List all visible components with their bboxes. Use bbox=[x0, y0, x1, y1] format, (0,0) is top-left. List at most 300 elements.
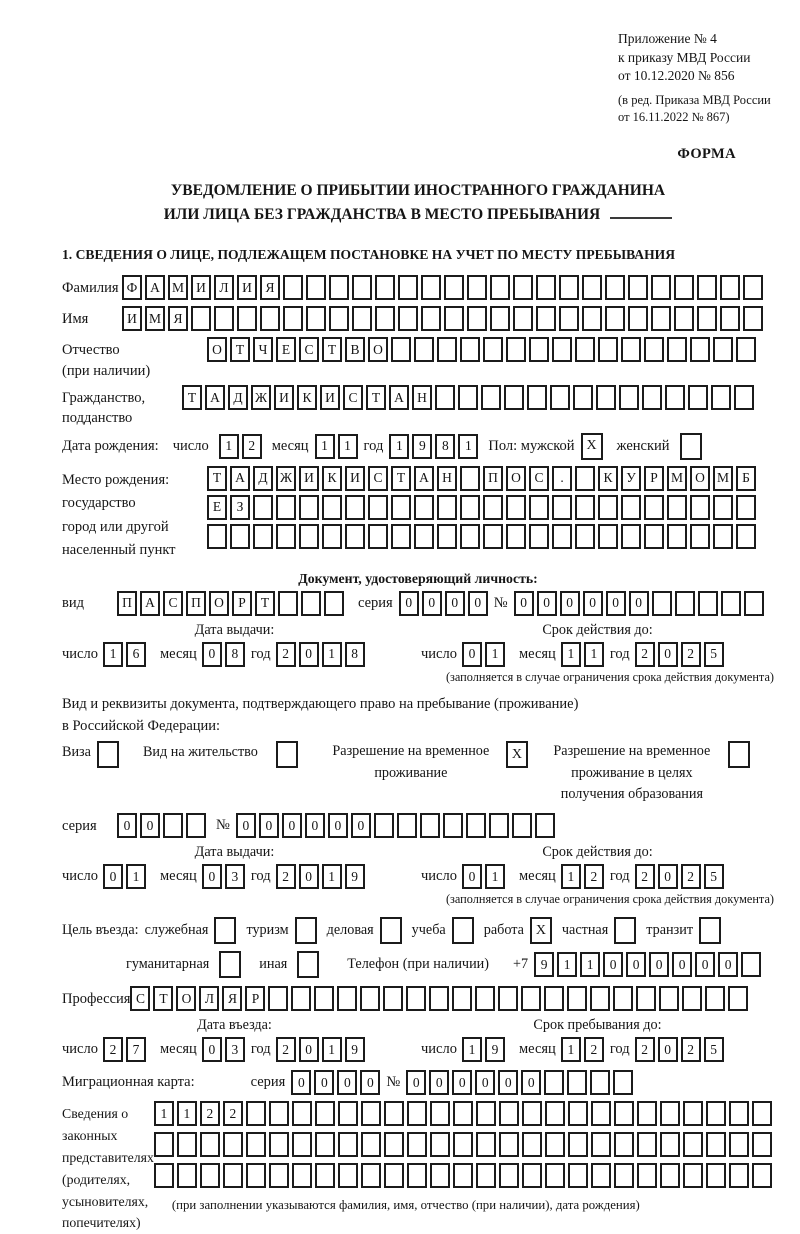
char-cell[interactable] bbox=[521, 986, 541, 1011]
char-cell[interactable] bbox=[713, 337, 733, 362]
char-cell[interactable]: Т bbox=[322, 337, 342, 362]
char-cell[interactable] bbox=[391, 495, 411, 520]
char-cell[interactable]: Т bbox=[391, 466, 411, 491]
char-cell[interactable] bbox=[697, 275, 717, 300]
char-cell[interactable] bbox=[430, 1101, 450, 1126]
char-cell[interactable] bbox=[698, 591, 718, 616]
char-cell[interactable] bbox=[384, 1101, 404, 1126]
char-cell[interactable] bbox=[292, 1132, 312, 1157]
char-cell[interactable] bbox=[253, 495, 273, 520]
temp-residence-edu-checkbox[interactable] bbox=[728, 741, 750, 768]
char-cell[interactable]: М bbox=[145, 306, 165, 331]
char-cell[interactable]: 0 bbox=[445, 591, 465, 616]
char-cell[interactable] bbox=[744, 591, 764, 616]
char-cell[interactable] bbox=[660, 1163, 680, 1188]
char-cell[interactable]: 0 bbox=[328, 813, 348, 838]
char-cell[interactable]: А bbox=[414, 466, 434, 491]
char-cell[interactable]: 2 bbox=[242, 434, 262, 459]
char-cell[interactable] bbox=[467, 275, 487, 300]
char-cell[interactable] bbox=[391, 337, 411, 362]
char-cell[interactable]: П bbox=[483, 466, 503, 491]
char-cell[interactable] bbox=[637, 1132, 657, 1157]
char-cell[interactable] bbox=[743, 306, 763, 331]
char-cell[interactable] bbox=[246, 1132, 266, 1157]
char-cell[interactable]: И bbox=[299, 466, 319, 491]
char-cell[interactable] bbox=[253, 524, 273, 549]
char-cell[interactable] bbox=[329, 275, 349, 300]
char-cell[interactable]: 1 bbox=[103, 642, 123, 667]
char-cell[interactable] bbox=[536, 306, 556, 331]
char-cell[interactable] bbox=[481, 385, 501, 410]
char-cell[interactable] bbox=[575, 337, 595, 362]
visa-checkbox[interactable] bbox=[97, 741, 119, 768]
char-cell[interactable]: Я bbox=[168, 306, 188, 331]
char-cell[interactable]: 0 bbox=[462, 864, 482, 889]
char-cell[interactable]: У bbox=[621, 466, 641, 491]
char-cell[interactable] bbox=[444, 306, 464, 331]
sex-male-checkbox[interactable]: X bbox=[581, 433, 603, 460]
char-cell[interactable]: М bbox=[713, 466, 733, 491]
char-cell[interactable] bbox=[260, 306, 280, 331]
char-cell[interactable] bbox=[368, 524, 388, 549]
char-cell[interactable] bbox=[421, 306, 441, 331]
char-cell[interactable]: С bbox=[163, 591, 183, 616]
char-cell[interactable] bbox=[460, 495, 480, 520]
char-cell[interactable]: 0 bbox=[117, 813, 137, 838]
char-cell[interactable]: 2 bbox=[635, 642, 655, 667]
char-cell[interactable] bbox=[490, 275, 510, 300]
char-cell[interactable]: 3 bbox=[225, 864, 245, 889]
char-cell[interactable] bbox=[736, 524, 756, 549]
char-cell[interactable]: 9 bbox=[534, 952, 554, 977]
char-cell[interactable] bbox=[506, 524, 526, 549]
char-cell[interactable] bbox=[391, 524, 411, 549]
char-cell[interactable]: Р bbox=[644, 466, 664, 491]
char-cell[interactable] bbox=[504, 385, 524, 410]
char-cell[interactable]: Д bbox=[228, 385, 248, 410]
char-cell[interactable] bbox=[590, 1070, 610, 1095]
char-cell[interactable] bbox=[154, 1163, 174, 1188]
char-cell[interactable]: Т bbox=[153, 986, 173, 1011]
char-cell[interactable]: 1 bbox=[485, 642, 505, 667]
purpose-official-checkbox[interactable] bbox=[214, 917, 236, 944]
char-cell[interactable] bbox=[614, 1163, 634, 1188]
char-cell[interactable] bbox=[414, 337, 434, 362]
char-cell[interactable]: А bbox=[230, 466, 250, 491]
char-cell[interactable]: 9 bbox=[345, 864, 365, 889]
char-cell[interactable] bbox=[545, 1132, 565, 1157]
char-cell[interactable] bbox=[430, 1163, 450, 1188]
char-cell[interactable]: Ч bbox=[253, 337, 273, 362]
char-cell[interactable] bbox=[315, 1132, 335, 1157]
char-cell[interactable]: 0 bbox=[603, 952, 623, 977]
char-cell[interactable]: 0 bbox=[291, 1070, 311, 1095]
purpose-other-checkbox[interactable] bbox=[297, 951, 319, 978]
char-cell[interactable]: 2 bbox=[681, 642, 701, 667]
char-cell[interactable] bbox=[568, 1163, 588, 1188]
char-cell[interactable] bbox=[283, 275, 303, 300]
char-cell[interactable]: К bbox=[322, 466, 342, 491]
char-cell[interactable] bbox=[642, 385, 662, 410]
char-cell[interactable]: 2 bbox=[635, 864, 655, 889]
char-cell[interactable] bbox=[552, 524, 572, 549]
char-cell[interactable] bbox=[575, 524, 595, 549]
char-cell[interactable] bbox=[214, 306, 234, 331]
char-cell[interactable]: Н bbox=[412, 385, 432, 410]
char-cell[interactable] bbox=[741, 952, 761, 977]
char-cell[interactable] bbox=[636, 986, 656, 1011]
char-cell[interactable] bbox=[223, 1132, 243, 1157]
char-cell[interactable] bbox=[706, 1101, 726, 1126]
char-cell[interactable] bbox=[322, 524, 342, 549]
char-cell[interactable] bbox=[729, 1163, 749, 1188]
purpose-business-checkbox[interactable] bbox=[380, 917, 402, 944]
char-cell[interactable]: Н bbox=[437, 466, 457, 491]
char-cell[interactable] bbox=[721, 591, 741, 616]
char-cell[interactable] bbox=[614, 1132, 634, 1157]
char-cell[interactable]: 1 bbox=[126, 864, 146, 889]
char-cell[interactable] bbox=[467, 306, 487, 331]
char-cell[interactable] bbox=[466, 813, 486, 838]
char-cell[interactable] bbox=[269, 1101, 289, 1126]
char-cell[interactable] bbox=[619, 385, 639, 410]
char-cell[interactable] bbox=[499, 1132, 519, 1157]
char-cell[interactable] bbox=[665, 385, 685, 410]
char-cell[interactable] bbox=[177, 1132, 197, 1157]
char-cell[interactable]: Т bbox=[230, 337, 250, 362]
char-cell[interactable] bbox=[375, 275, 395, 300]
char-cell[interactable] bbox=[407, 1132, 427, 1157]
char-cell[interactable] bbox=[237, 306, 257, 331]
char-cell[interactable]: 2 bbox=[276, 1037, 296, 1062]
char-cell[interactable]: 1 bbox=[322, 864, 342, 889]
char-cell[interactable]: И bbox=[237, 275, 257, 300]
char-cell[interactable] bbox=[360, 986, 380, 1011]
sex-female-checkbox[interactable] bbox=[680, 433, 702, 460]
char-cell[interactable]: 0 bbox=[259, 813, 279, 838]
char-cell[interactable]: Р bbox=[245, 986, 265, 1011]
char-cell[interactable]: 0 bbox=[475, 1070, 495, 1095]
char-cell[interactable] bbox=[621, 337, 641, 362]
char-cell[interactable]: 0 bbox=[299, 642, 319, 667]
char-cell[interactable] bbox=[568, 1101, 588, 1126]
char-cell[interactable] bbox=[522, 1101, 542, 1126]
purpose-humanitarian-checkbox[interactable] bbox=[219, 951, 241, 978]
char-cell[interactable]: 0 bbox=[498, 1070, 518, 1095]
char-cell[interactable] bbox=[559, 306, 579, 331]
char-cell[interactable] bbox=[361, 1132, 381, 1157]
char-cell[interactable] bbox=[683, 1132, 703, 1157]
char-cell[interactable]: 1 bbox=[580, 952, 600, 977]
purpose-study-checkbox[interactable] bbox=[452, 917, 474, 944]
char-cell[interactable]: К bbox=[598, 466, 618, 491]
char-cell[interactable] bbox=[483, 495, 503, 520]
char-cell[interactable] bbox=[306, 306, 326, 331]
char-cell[interactable] bbox=[605, 306, 625, 331]
char-cell[interactable]: 1 bbox=[485, 864, 505, 889]
char-cell[interactable] bbox=[475, 986, 495, 1011]
char-cell[interactable] bbox=[736, 495, 756, 520]
char-cell[interactable]: 0 bbox=[305, 813, 325, 838]
char-cell[interactable] bbox=[683, 1163, 703, 1188]
char-cell[interactable] bbox=[398, 306, 418, 331]
char-cell[interactable]: А bbox=[140, 591, 160, 616]
char-cell[interactable] bbox=[361, 1101, 381, 1126]
char-cell[interactable] bbox=[314, 986, 334, 1011]
char-cell[interactable]: 0 bbox=[406, 1070, 426, 1095]
char-cell[interactable]: 9 bbox=[412, 434, 432, 459]
char-cell[interactable] bbox=[306, 275, 326, 300]
char-cell[interactable] bbox=[522, 1132, 542, 1157]
char-cell[interactable]: Е bbox=[207, 495, 227, 520]
char-cell[interactable]: 9 bbox=[345, 1037, 365, 1062]
char-cell[interactable] bbox=[545, 1163, 565, 1188]
char-cell[interactable]: 5 bbox=[704, 864, 724, 889]
char-cell[interactable]: 6 bbox=[126, 642, 146, 667]
char-cell[interactable] bbox=[697, 306, 717, 331]
char-cell[interactable] bbox=[652, 591, 672, 616]
char-cell[interactable]: 0 bbox=[337, 1070, 357, 1095]
char-cell[interactable] bbox=[729, 1132, 749, 1157]
residence-permit-checkbox[interactable] bbox=[276, 741, 298, 768]
char-cell[interactable] bbox=[292, 1101, 312, 1126]
temp-residence-checkbox[interactable]: X bbox=[506, 741, 528, 768]
char-cell[interactable]: 2 bbox=[103, 1037, 123, 1062]
char-cell[interactable] bbox=[291, 986, 311, 1011]
char-cell[interactable] bbox=[644, 495, 664, 520]
char-cell[interactable]: 0 bbox=[299, 1037, 319, 1062]
char-cell[interactable] bbox=[191, 306, 211, 331]
char-cell[interactable] bbox=[483, 337, 503, 362]
char-cell[interactable] bbox=[667, 495, 687, 520]
char-cell[interactable] bbox=[429, 986, 449, 1011]
char-cell[interactable] bbox=[568, 1132, 588, 1157]
char-cell[interactable]: Е bbox=[276, 337, 296, 362]
char-cell[interactable] bbox=[506, 495, 526, 520]
char-cell[interactable]: А bbox=[205, 385, 225, 410]
char-cell[interactable]: О bbox=[506, 466, 526, 491]
char-cell[interactable]: З bbox=[230, 495, 250, 520]
char-cell[interactable]: О bbox=[690, 466, 710, 491]
char-cell[interactable] bbox=[598, 495, 618, 520]
char-cell[interactable]: . bbox=[552, 466, 572, 491]
char-cell[interactable] bbox=[527, 385, 547, 410]
char-cell[interactable]: 8 bbox=[345, 642, 365, 667]
char-cell[interactable] bbox=[200, 1163, 220, 1188]
char-cell[interactable] bbox=[375, 306, 395, 331]
char-cell[interactable]: 2 bbox=[635, 1037, 655, 1062]
char-cell[interactable]: 1 bbox=[561, 864, 581, 889]
char-cell[interactable] bbox=[361, 1163, 381, 1188]
char-cell[interactable]: 1 bbox=[389, 434, 409, 459]
char-cell[interactable]: 1 bbox=[177, 1101, 197, 1126]
char-cell[interactable] bbox=[490, 306, 510, 331]
char-cell[interactable]: 0 bbox=[202, 642, 222, 667]
char-cell[interactable] bbox=[278, 591, 298, 616]
char-cell[interactable] bbox=[430, 1132, 450, 1157]
char-cell[interactable] bbox=[628, 306, 648, 331]
char-cell[interactable] bbox=[315, 1101, 335, 1126]
char-cell[interactable] bbox=[667, 337, 687, 362]
char-cell[interactable] bbox=[598, 337, 618, 362]
char-cell[interactable] bbox=[573, 385, 593, 410]
purpose-work-checkbox[interactable]: X bbox=[530, 917, 552, 944]
char-cell[interactable]: Я bbox=[260, 275, 280, 300]
char-cell[interactable] bbox=[575, 495, 595, 520]
char-cell[interactable] bbox=[292, 1163, 312, 1188]
char-cell[interactable]: 8 bbox=[435, 434, 455, 459]
char-cell[interactable]: 2 bbox=[584, 1037, 604, 1062]
char-cell[interactable] bbox=[706, 1163, 726, 1188]
char-cell[interactable] bbox=[437, 495, 457, 520]
char-cell[interactable] bbox=[435, 385, 455, 410]
char-cell[interactable] bbox=[460, 466, 480, 491]
char-cell[interactable] bbox=[338, 1132, 358, 1157]
char-cell[interactable] bbox=[506, 337, 526, 362]
char-cell[interactable]: М bbox=[667, 466, 687, 491]
char-cell[interactable]: 7 bbox=[126, 1037, 146, 1062]
char-cell[interactable]: 0 bbox=[462, 642, 482, 667]
char-cell[interactable] bbox=[690, 337, 710, 362]
char-cell[interactable] bbox=[659, 986, 679, 1011]
char-cell[interactable] bbox=[407, 1163, 427, 1188]
char-cell[interactable] bbox=[628, 275, 648, 300]
char-cell[interactable] bbox=[177, 1163, 197, 1188]
char-cell[interactable] bbox=[598, 524, 618, 549]
char-cell[interactable] bbox=[223, 1163, 243, 1188]
char-cell[interactable] bbox=[660, 1132, 680, 1157]
char-cell[interactable] bbox=[591, 1101, 611, 1126]
char-cell[interactable] bbox=[420, 813, 440, 838]
char-cell[interactable]: 0 bbox=[429, 1070, 449, 1095]
char-cell[interactable]: 0 bbox=[560, 591, 580, 616]
char-cell[interactable]: О bbox=[176, 986, 196, 1011]
char-cell[interactable]: Б bbox=[736, 466, 756, 491]
char-cell[interactable]: 0 bbox=[695, 952, 715, 977]
char-cell[interactable]: И bbox=[274, 385, 294, 410]
char-cell[interactable] bbox=[384, 1163, 404, 1188]
char-cell[interactable] bbox=[268, 986, 288, 1011]
char-cell[interactable] bbox=[682, 986, 702, 1011]
char-cell[interactable]: 1 bbox=[557, 952, 577, 977]
char-cell[interactable] bbox=[550, 385, 570, 410]
char-cell[interactable] bbox=[545, 1101, 565, 1126]
char-cell[interactable]: 1 bbox=[338, 434, 358, 459]
char-cell[interactable] bbox=[499, 1101, 519, 1126]
char-cell[interactable] bbox=[230, 524, 250, 549]
char-cell[interactable]: 0 bbox=[399, 591, 419, 616]
char-cell[interactable] bbox=[567, 986, 587, 1011]
char-cell[interactable] bbox=[163, 813, 183, 838]
char-cell[interactable] bbox=[713, 495, 733, 520]
char-cell[interactable]: 2 bbox=[681, 864, 701, 889]
char-cell[interactable]: К bbox=[297, 385, 317, 410]
char-cell[interactable] bbox=[407, 1101, 427, 1126]
char-cell[interactable]: И bbox=[122, 306, 142, 331]
char-cell[interactable]: А bbox=[389, 385, 409, 410]
char-cell[interactable]: 1 bbox=[322, 1037, 342, 1062]
char-cell[interactable] bbox=[324, 591, 344, 616]
char-cell[interactable] bbox=[544, 986, 564, 1011]
char-cell[interactable]: 0 bbox=[658, 864, 678, 889]
char-cell[interactable]: 2 bbox=[276, 642, 296, 667]
char-cell[interactable]: 2 bbox=[681, 1037, 701, 1062]
char-cell[interactable] bbox=[644, 524, 664, 549]
char-cell[interactable]: С bbox=[368, 466, 388, 491]
char-cell[interactable]: 0 bbox=[236, 813, 256, 838]
char-cell[interactable] bbox=[276, 495, 296, 520]
char-cell[interactable] bbox=[567, 1070, 587, 1095]
char-cell[interactable]: Ф bbox=[122, 275, 142, 300]
char-cell[interactable] bbox=[453, 1163, 473, 1188]
char-cell[interactable]: 2 bbox=[200, 1101, 220, 1126]
char-cell[interactable] bbox=[706, 1132, 726, 1157]
char-cell[interactable] bbox=[338, 1101, 358, 1126]
char-cell[interactable] bbox=[529, 337, 549, 362]
char-cell[interactable]: 0 bbox=[422, 591, 442, 616]
char-cell[interactable] bbox=[529, 495, 549, 520]
char-cell[interactable] bbox=[299, 524, 319, 549]
char-cell[interactable] bbox=[591, 1163, 611, 1188]
char-cell[interactable]: С bbox=[130, 986, 150, 1011]
char-cell[interactable] bbox=[536, 275, 556, 300]
char-cell[interactable] bbox=[660, 1101, 680, 1126]
char-cell[interactable]: 0 bbox=[351, 813, 371, 838]
char-cell[interactable]: 9 bbox=[485, 1037, 505, 1062]
char-cell[interactable] bbox=[734, 385, 754, 410]
char-cell[interactable]: И bbox=[191, 275, 211, 300]
char-cell[interactable]: М bbox=[168, 275, 188, 300]
char-cell[interactable]: Я bbox=[222, 986, 242, 1011]
purpose-tourism-checkbox[interactable] bbox=[295, 917, 317, 944]
char-cell[interactable]: 0 bbox=[140, 813, 160, 838]
char-cell[interactable]: 1 bbox=[219, 434, 239, 459]
char-cell[interactable] bbox=[207, 524, 227, 549]
char-cell[interactable]: 3 bbox=[225, 1037, 245, 1062]
char-cell[interactable]: 0 bbox=[202, 864, 222, 889]
char-cell[interactable] bbox=[246, 1101, 266, 1126]
char-cell[interactable] bbox=[614, 1101, 634, 1126]
char-cell[interactable]: Д bbox=[253, 466, 273, 491]
char-cell[interactable]: И bbox=[320, 385, 340, 410]
char-cell[interactable] bbox=[552, 495, 572, 520]
char-cell[interactable] bbox=[596, 385, 616, 410]
char-cell[interactable]: 0 bbox=[606, 591, 626, 616]
char-cell[interactable] bbox=[476, 1101, 496, 1126]
char-cell[interactable] bbox=[337, 986, 357, 1011]
char-cell[interactable]: 0 bbox=[658, 642, 678, 667]
char-cell[interactable]: 1 bbox=[561, 1037, 581, 1062]
char-cell[interactable] bbox=[513, 275, 533, 300]
char-cell[interactable] bbox=[476, 1163, 496, 1188]
char-cell[interactable] bbox=[637, 1163, 657, 1188]
char-cell[interactable]: 2 bbox=[584, 864, 604, 889]
char-cell[interactable]: 0 bbox=[299, 864, 319, 889]
char-cell[interactable] bbox=[667, 524, 687, 549]
char-cell[interactable] bbox=[752, 1163, 772, 1188]
char-cell[interactable]: 0 bbox=[514, 591, 534, 616]
char-cell[interactable] bbox=[246, 1163, 266, 1188]
char-cell[interactable] bbox=[651, 306, 671, 331]
char-cell[interactable] bbox=[374, 813, 394, 838]
char-cell[interactable] bbox=[489, 813, 509, 838]
char-cell[interactable] bbox=[690, 495, 710, 520]
char-cell[interactable] bbox=[421, 275, 441, 300]
char-cell[interactable] bbox=[315, 1163, 335, 1188]
char-cell[interactable] bbox=[613, 986, 633, 1011]
char-cell[interactable] bbox=[384, 1132, 404, 1157]
char-cell[interactable] bbox=[591, 1132, 611, 1157]
